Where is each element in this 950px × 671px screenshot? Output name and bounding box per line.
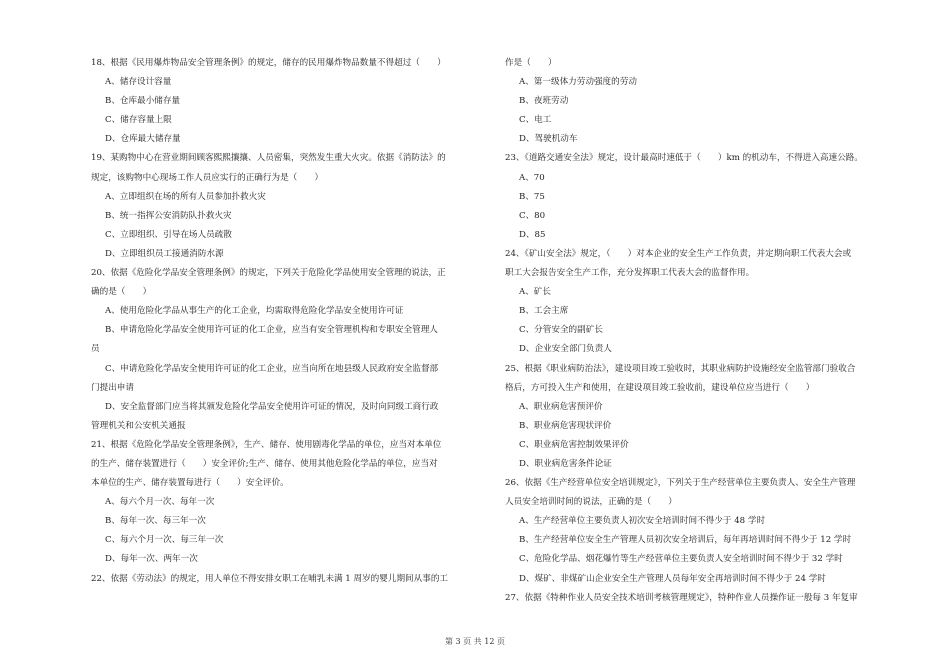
answer-option-line: B、仓库最小储存量 <box>105 96 181 107</box>
answer-option-line: C、80 <box>519 210 546 221</box>
answer-option-line: A、职业病危害预评价 <box>519 401 603 412</box>
left-column <box>91 54 483 589</box>
answer-option-line: D、85 <box>519 229 546 240</box>
question-text-line: 管理机关和公安机关通报 <box>91 420 186 431</box>
question-text-line: 20、依据《危险化学品安全管理条例》的规定，下列关于危险化学品使用安全管理的说法，正 <box>91 268 446 279</box>
answer-option-line: D、企业安全部门负责人 <box>519 344 612 355</box>
question-text-line: 的生产、储存装置进行（ ）安全评价;生产、储存、使用其他危险化学品的单位，应当对 <box>91 458 438 469</box>
question-text-line: 确的是（ ） <box>91 287 152 298</box>
question-text-line: 22、依据《劳动法》的规定，用人单位不得安排女职工在哺乳未满 1 周岁的婴儿期间从事的工 <box>91 573 449 584</box>
question-text-line: 27、依据《特种作业人员安全技术培训考核管理规定》，特种作业人员操作证一般每 3 年复审 <box>505 592 858 603</box>
answer-option-line: A、储存设计容量 <box>105 77 172 88</box>
question-text-line: 23、《道路交通安全法》规定，设计最高时速低于（ ）km 的机动车，不得进入高速公路。 <box>505 153 863 164</box>
question-text-line: 门提出申请 <box>91 382 134 393</box>
answer-option-line: B、职业病危害现状评价 <box>519 420 612 431</box>
question-text-line: 本单位的生产、储存装置每进行（ ）安全评价。 <box>91 478 289 489</box>
answer-option-line: B、生产经营单位安全生产管理人员初次安全培训后，每年再培训时间不得少于 12 学时 <box>519 535 852 546</box>
answer-option-line: C、储存容量上限 <box>105 115 172 126</box>
answer-option-line: D、立即组织员工接通消防水源 <box>105 248 224 259</box>
question-text-line: 24、《矿山安全法》规定，（ ）对本企业的安全生产工作负责，并定期向职工代表大会或 <box>505 248 852 259</box>
answer-option-line: A、生产经营单位主要负责人初次安全培训时间不得少于 48 学时 <box>519 516 766 527</box>
answer-option-line: C、职业病危害控制效果评价 <box>519 439 629 450</box>
answer-option-line: D、每年一次、两年一次 <box>105 554 198 565</box>
answer-option-line: A、第一级体力劳动强度的劳动 <box>519 77 637 88</box>
answer-option-line: B、每年一次、每三年一次 <box>105 516 206 527</box>
question-text-line: 作是（ ） <box>505 58 557 68</box>
answer-option-line: D、煤矿、非煤矿山企业安全生产管理人员每年安全再培训时间不得少于 24 学时 <box>519 573 826 584</box>
answer-option-line: B、申请危险化学品安全使用许可证的化工企业，应当有安全管理机构和专职安全管理人 <box>105 325 438 336</box>
answer-option-line: C、立即组织、引导在场人员疏散 <box>105 229 232 240</box>
question-text-line: 格后，方可投入生产和使用，在建设项目竣工验收前，建设单位应当进行（ ） <box>505 382 815 393</box>
answer-option-line: C、每六个月一次、每三年一次 <box>105 535 224 546</box>
question-text-line: 26、依据《生产经营单位安全培训规定》，下列关于生产经营单位主要负责人、安全生产管理 <box>505 478 856 489</box>
answer-option-line: D、职业病危害条件论证 <box>519 458 612 469</box>
answer-option-line: C、电工 <box>519 115 552 126</box>
answer-option-line: A、每六个月一次、每年一次 <box>105 497 215 508</box>
question-text-line: 21、根据《危险化学品安全管理条例》，生产、储存、使用剧毒化学品的单位，应当对本单位 <box>91 439 442 450</box>
answer-option-line: C、分管安全的副矿长 <box>519 325 603 336</box>
answer-option-line: B、夜班劳动 <box>519 96 569 107</box>
answer-option-line: D、驾驶机动车 <box>519 134 578 145</box>
question-text-line: 员 <box>91 344 100 355</box>
answer-option-line: A、使用危险化学品从事生产的化工企业，均需取得危险化学品安全使用许可证 <box>105 306 404 317</box>
question-text-line: 人员安全培训时间的说法，正确的是（ ） <box>505 497 677 508</box>
answer-option-line: B、75 <box>519 191 545 202</box>
answer-option-line: B、统一指挥公安消防队扑救火灾 <box>105 210 232 221</box>
right-column <box>505 54 900 608</box>
answer-option-line: C、申请危险化学品安全使用许可证的化工企业，应当向所在地县级人民政府安全监督部 <box>105 363 439 374</box>
answer-option-line: A、70 <box>519 172 545 183</box>
question-text-line: 19、某购物中心在营业期间顾客熙熙攘攘、人员密集，突然发生重大火灾。依据《消防法》的 <box>91 153 446 164</box>
answer-option-line: C、危险化学品、烟花爆竹等生产经营单位主要负责人安全培训时间不得少于 32 学时 <box>519 554 843 565</box>
answer-option-line: B、工会主席 <box>519 306 569 317</box>
question-text-line: 18、根据《民用爆炸物品安全管理条例》的规定，储存的民用爆炸物品数量不得超过（ ） <box>91 58 446 68</box>
answer-option-line: A、立即组织在场的所有人员参加扑救火灾 <box>105 191 266 202</box>
question-text-line: 规定，该购物中心现场工作人员应实行的正确行为是（ ） <box>91 172 324 183</box>
answer-option-line: A、矿长 <box>519 287 551 298</box>
answer-option-line: D、仓库最大储存量 <box>105 134 181 145</box>
page-footer: 第 3 页 共 12 页 <box>445 637 505 646</box>
question-text-line: 职工大会报告安全生产工作，充分发挥职工代表大会的监督作用。 <box>505 268 755 279</box>
question-text-line: 25、根据《职业病防治法》，建设项目竣工验收时，其职业病防护设施经安全监管部门验收合 <box>505 363 856 374</box>
answer-option-line: D、安全监督部门应当将其颁发危险化学品安全使用许可证的情况，及时向同级工商行政 <box>105 401 439 412</box>
